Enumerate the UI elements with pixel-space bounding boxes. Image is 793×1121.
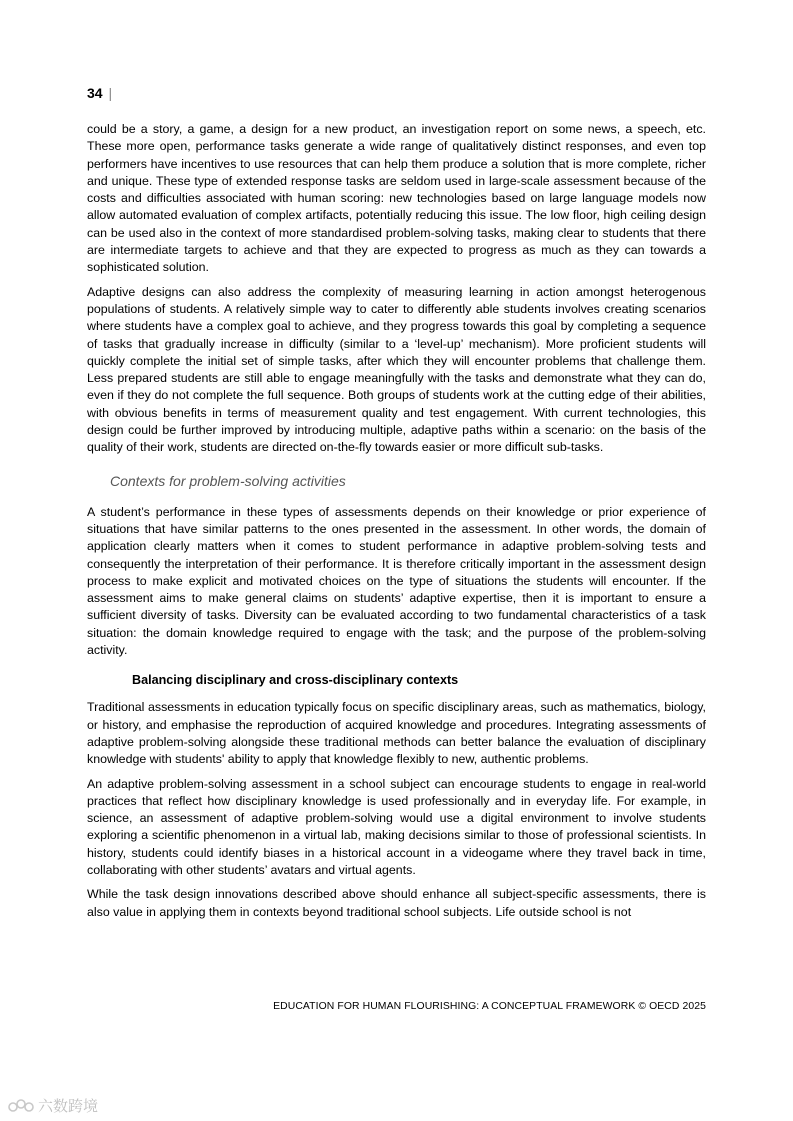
page-footer: EDUCATION FOR HUMAN FLOURISHING: A CONCEPTUAL FRAMEWORK © OECD 2025 — [273, 1001, 706, 1012]
section-heading: Contexts for problem-solving activities — [110, 472, 346, 489]
body-paragraph: While the task design innovations described above should enhance all subject-specific assessments, there is also value in applying them in contexts beyond traditional school subjects. Life outside school is not — [87, 887, 706, 919]
watermark-logo-icon — [8, 1098, 34, 1114]
page-number: 34 — [87, 85, 103, 101]
header-separator: | — [108, 85, 113, 101]
watermark-text: 六数跨境 — [38, 1098, 99, 1115]
subsection-heading: Balancing disciplinary and cross-disciplinary contexts — [132, 673, 459, 688]
body-paragraph: Traditional assessments in education typically focus on specific disciplinary areas, such as mathematics, biology, or history, and emphasise the reproduction of acquired knowledge and procedures. Integrating assessments of adaptive problem-solving alongside these traditional methods can better balance the evaluation of disciplinary knowledge with students' ability to apply that knowledge flexibly to new, authentic problems. — [87, 700, 706, 767]
page-header — [87, 84, 112, 102]
body-paragraph: An adaptive problem-solving assessment in a school subject can encourage students to engage in real-world practices that reflect how disciplinary knowledge is used professionally and in everyday life. For example, in science, an assessment of adaptive problem-solving would use a digital environment to involve students exploring a scientific phenomenon in a virtual lab, making decisions similar to those of professional scientists. In history, students could identify biases in a historical account in a videogame where they travel back in time, collaborating with other students’ avatars and virtual agents. — [87, 776, 706, 877]
watermark — [8, 1095, 98, 1116]
body-paragraph: A student’s performance in these types of assessments depends on their knowledge or prior experience of situations that have similar patterns to the ones presented in the assessment. In other words, the domain of application clearly matters when it comes to student performance in adaptive problem-solving tests and consequently the interpretation of their performance. It is therefore critically important in the assessment design process to make explicit and motivated choices on the type of situations the students will encounter. If the assessment aims to make general claims on students’ adaptive expertise, then it is important to ensure a sufficient diversity of tasks. Diversity can be evaluated according to two fundamental characteristics of a task situation: the domain knowledge required to engage with the task; and the purpose of the problem-solving activity. — [87, 504, 706, 658]
document-body — [87, 121, 706, 928]
body-paragraph: could be a story, a game, a design for a new product, an investigation report on some news, a speech, etc. These more open, performance tasks generate a wide range of qualitatively distinct responses, and even top performers have incentives to use resources that can help them produce a solution that is more complete, richer and unique. These type of extended response tasks are seldom used in large-scale assessment because of the costs and difficulties associated with human scoring: new technologies based on large language models now allow automated evaluation of complex artifacts, potentially reducing this issue. The low floor, high ceiling design can be used also in the context of more standardised problem-solving tasks, making clear to students that there are intermediate targets to achieve and that they are expected to progress as much as they can towards a sophisticated solution. — [87, 122, 706, 275]
body-paragraph: Adaptive designs can also address the complexity of measuring learning in action amongst heterogenous populations of students. A relatively simple way to cater to differently able students involves creating scenarios where students have a complex goal to achieve, and they progress towards this goal by completing a sequence of tasks that gradually increase in difficulty (similar to a ‘level-up’ mechanism). More proficient students will quickly complete the initial set of simple tasks, after which they will encounter problems that challenge them. Less prepared students are still able to engage meaningfully with the tasks and demonstrate what they can do, even if they do not complete the full sequence. Both groups of students work at the cutting edge of their abilities, with obvious benefits in terms of measurement quality and test engagement. With current technologies, this design could be further improved by introducing multiple, adaptive paths within a scenario: on the basis of the quality of their work, students are directed on-the-fly towards easier or more difficult sub-tasks. — [87, 284, 706, 455]
